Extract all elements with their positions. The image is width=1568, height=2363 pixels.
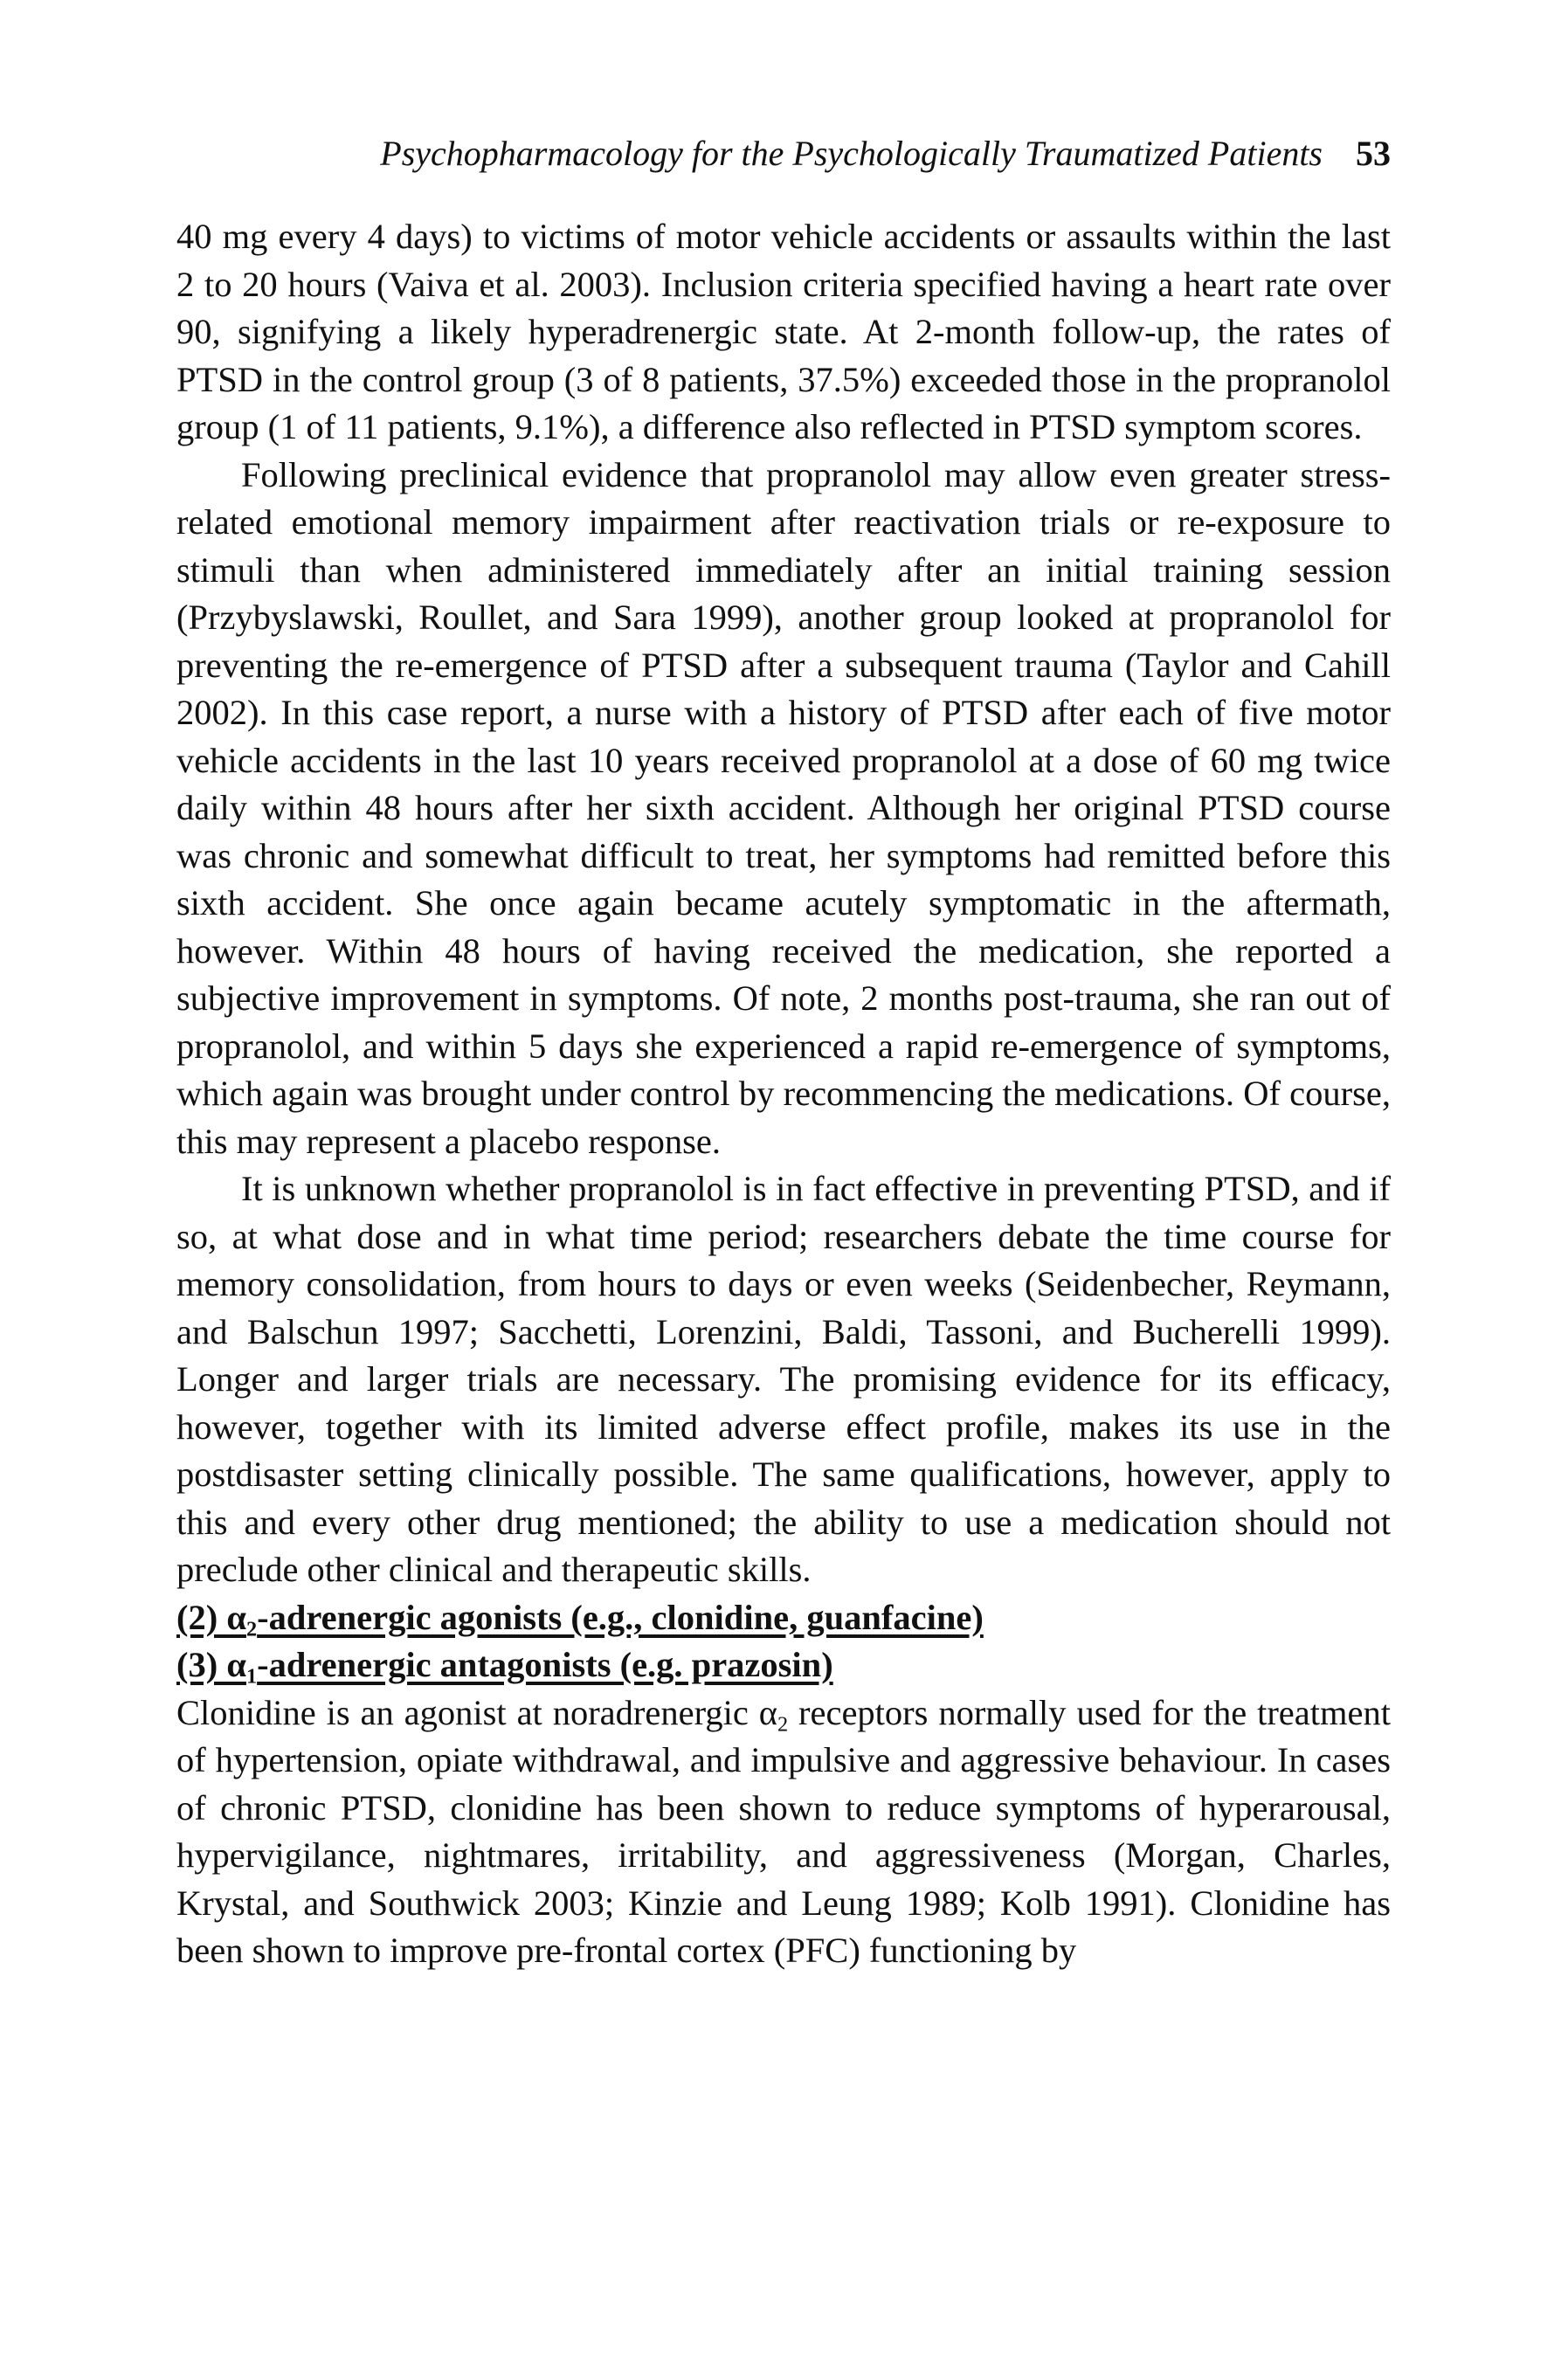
heading-2-subscript: 1 <box>245 1664 258 1689</box>
heading-1-prefix: (2) α <box>176 1597 246 1637</box>
section-heading-alpha2-agonists <box>176 1594 1391 1642</box>
running-head-title: Psychopharmacology for the Psychologically Traumatized Patients <box>380 134 1323 173</box>
paragraph-continuation: 40 mg every 4 days) to victims of motor vehicle accidents or assaults within the last 2 to 20 hours (Vaiva et al. 2003). Inclusion criteria specified having a heart rate over 90, signifying a likely hyperadrenergic state. At 2-month follow-up, the rates of PTSD in the control group (3 of 8 patients, 37.5%) exceeded those in the propranolol group (1 of 11 patients, 9.1%), a difference also reflected in PTSD symptom scores. <box>176 217 1391 446</box>
section-heading-alpha1-antagonists <box>176 1641 1391 1689</box>
clonidine-subscript: 2 <box>777 1711 789 1736</box>
heading-2-suffix: -adrenergic antagonists (e.g. prazosin) <box>257 1645 833 1684</box>
running-head <box>175 128 1391 180</box>
heading-1-subscript: 2 <box>245 1616 258 1641</box>
body-text <box>176 213 1391 1975</box>
paragraph-unknown-effectiveness: It is unknown whether propranolol is in fact effective in preventing PTSD, and if so, at what dose and in what time period; researchers debate the time course for memory consolidation, from hours to days or even weeks (Seidenbecher, Reymann, and Balschun 1997; Sacchetti, Lorenzini, Baldi, Tassoni, and Bucherelli 1999). Longer and larger trials are necessary. The promising evidence for its efficacy, however, together with its limited adverse effect profile, makes its use in the postdisaster setting clinically possible. The same qualifications, however, apply to this and every other drug mentioned; the ability to use a medication should not preclude other clinical and therapeutic skills. <box>176 1169 1391 1589</box>
heading-1-suffix: -adrenergic agonists (e.g., clonidine, guanfacine) <box>257 1597 984 1637</box>
clonidine-text-start: Clonidine is an agonist at noradrenergic α <box>176 1692 777 1732</box>
paragraph-preclinical-evidence: Following preclinical evidence that propranolol may allow even greater stress-related emotional memory impairment after reactivation trials or re-exposure to stimuli than when administered immediately after an initial training session (Przybyslawski, Roullet, and Sara 1999), another group looked at propranolol for preventing the re-emergence of PTSD after a subsequent trauma (Taylor and Cahill 2002). In this case report, a nurse with a history of PTSD after each of five motor vehicle accidents in the last 10 years received propranolol at a dose of 60 mg twice daily within 48 hours after her sixth accident. Although her original PTSD course was chronic and somewhat difficult to treat, her symptoms had remitted before this sixth accident. She once again became acutely symptomatic in the aftermath, however. Within 48 hours of having received the medication, she reported a subjective improvement in symptoms. Of note, 2 months post-trauma, she ran out of propranolol, and within 5 days she experienced a rapid re-emergence of symptoms, which again was brought under control by recommencing the medications. Of course, this may represent a placebo response. <box>176 454 1391 1161</box>
page-number: 53 <box>1356 134 1391 173</box>
paragraph-clonidine <box>176 1689 1391 1975</box>
heading-2-prefix: (3) α <box>176 1645 246 1684</box>
clonidine-text-end: receptors normally used for the treatment of hypertension, opiate withdrawal, and impulsive and aggressive behaviour. In cases of chronic PTSD, clonidine has been shown to reduce symptoms of hyperarousal, hypervigilance, nightmares, irritability, and aggressiveness (Morgan, Charles, Krystal, and Southwick 2003; Kinzie and Leung 1989; Kolb 1991). Clonidine has been shown to improve pre-frontal cortex (PFC) functioning by <box>176 1692 1391 1970</box>
